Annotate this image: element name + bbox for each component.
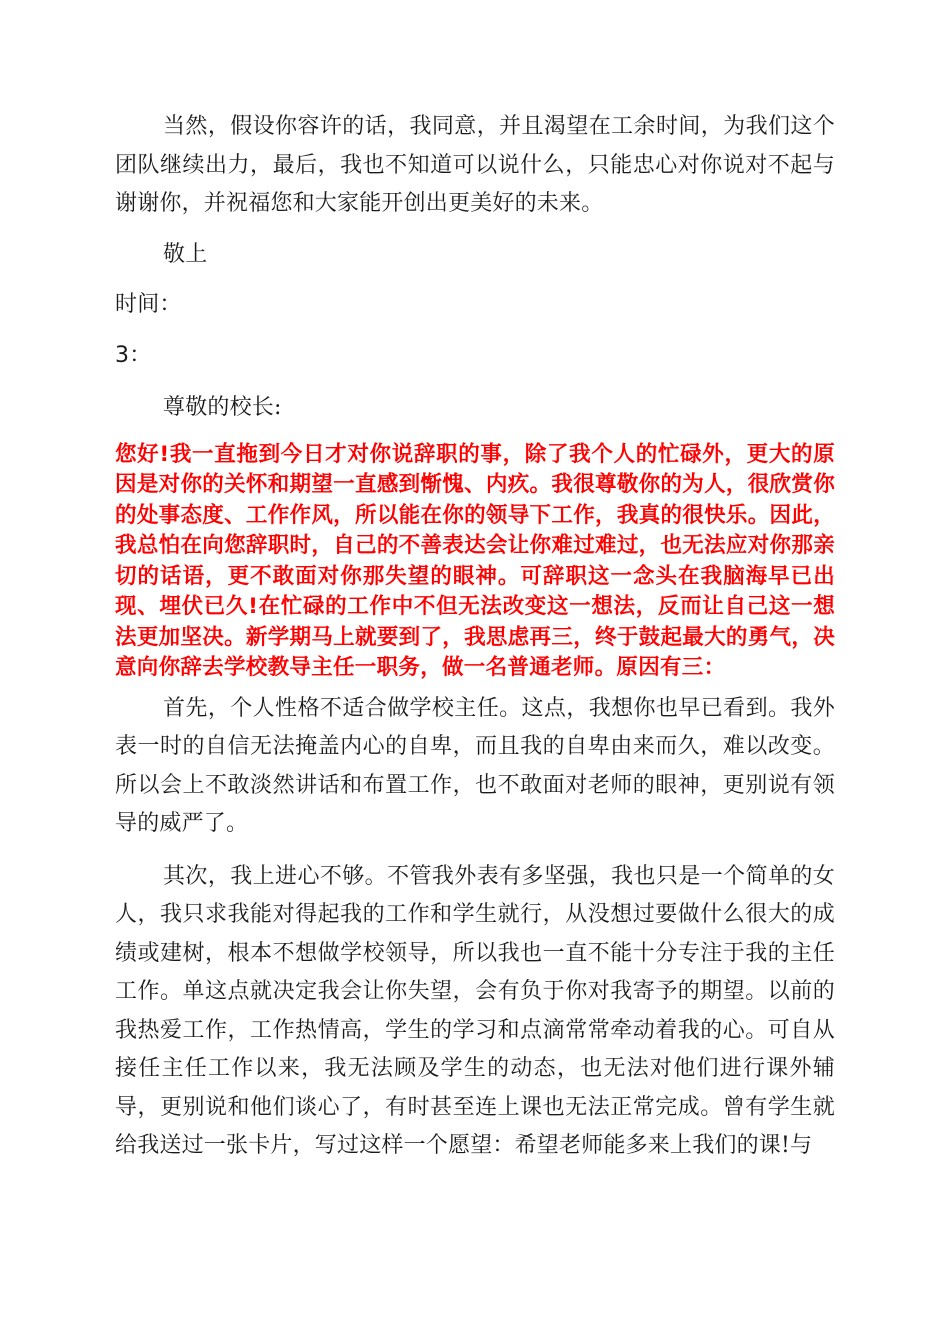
time-label: 时间： <box>115 292 182 317</box>
salutation: 尊敬的校长: <box>163 395 282 420</box>
reason-second-paragraph: 其次，我上进心不够。不管我外表有多坚强，我也只是一个简单的女人，我只求我能对得起我的工作和学生就行，从没想过要做什么很大的成绩或建树，根本不想做学校领导，所以我也一直不能十分专注于我的主任工作。单这点就决定我会让你失望，会有负于你对我寄予的期望。以前的我热爱工作，工作热情高，学生的学习和点滴常常牵动着我的心。可自从接任主任工作以来，我无法顾及学生的动态，也无法对他们进行课外辅导，更别说和他们谈心了，有时甚至连上课也无法正常完成。曾有学生就给我送过一张卡片，写过这样一个愿望：希望老师能多来上我们的课!与 <box>115 863 835 1158</box>
document-page <box>115 108 835 1166</box>
section-number: 3： <box>115 342 152 368</box>
paragraph-closing-wish: 当然，假设你容许的话，我同意，并且渴望在工余时间，为我们这个团队继续出力，最后，我也不知道可以说什么，只能忠心对你说对不起与谢谢你，并祝福您和大家能开创出更美好的未来。 <box>115 114 835 216</box>
highlighted-paragraph: 您好!我一直拖到今日才对你说辞职的事，除了我个人的忙碌外，更大的原因是对你的关怀和期望一直感到惭愧、内疚。我很尊敬你的为人，很欣赏你的处事态度、工作作风，所以能在你的领导下工作，我真的很快乐。因此，我总怕在向您辞职时，自己的不善表达会让你难过难过，也无法应对你那亲切的话语，更不敢面对你那失望的眼神。可辞职这一念头在我脑海早已出现、埋伏已久!在忙碌的工作中不但无法改变这一想法，反而让自己这一想法更加坚决。新学期马上就要到了，我思虑再三，终于鼓起最大的勇气，决意向你辞去学校教导主任一职务，做一名普通老师。原因有三： <box>115 441 835 680</box>
sign-off: 敬上 <box>163 241 208 267</box>
reason-first-paragraph: 首先，个人性格不适合做学校主任。这点，我想你也早已看到。我外表一时的自信无法掩盖内心的自卑，而且我的自卑由来而久，难以改变。所以会上不敢淡然讲话和布置工作，也不敢面对老师的眼神，更别说有领导的威严了。 <box>115 695 835 836</box>
